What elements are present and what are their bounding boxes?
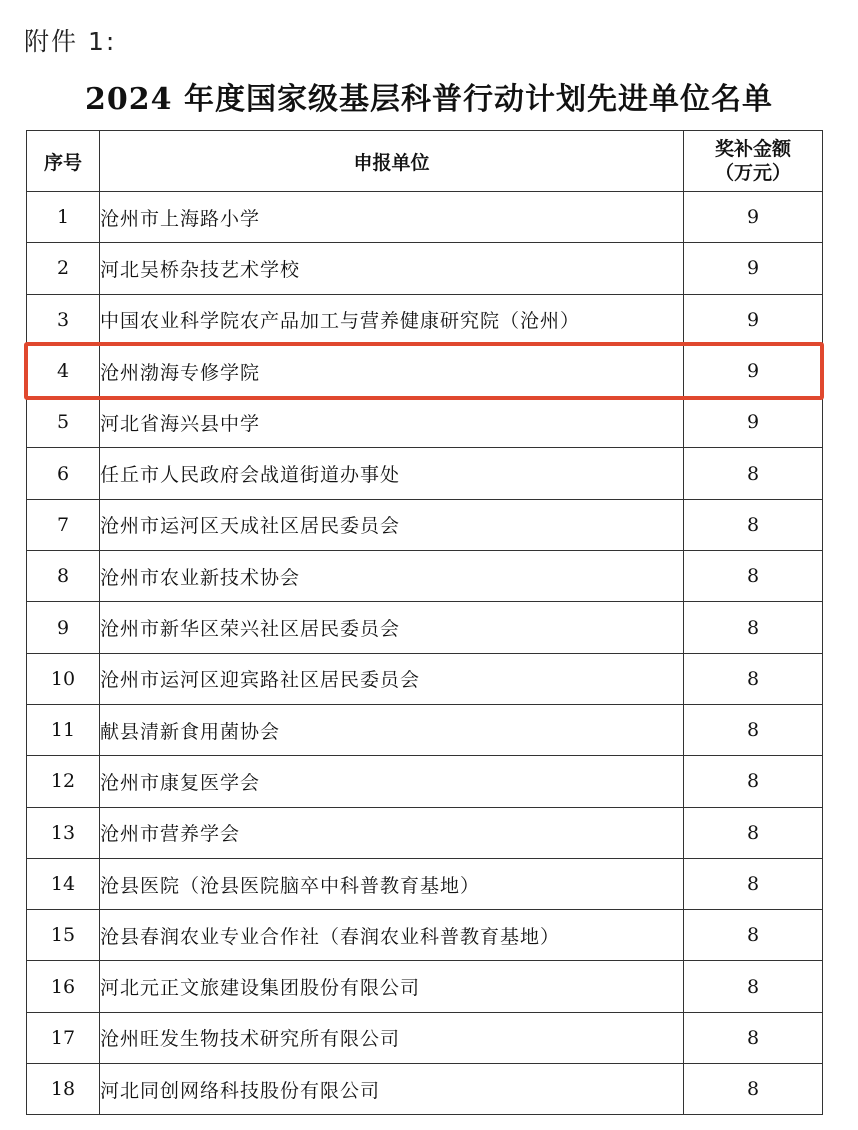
row-no: 12 — [27, 756, 100, 807]
row-amount: 8 — [684, 602, 823, 653]
row-no: 13 — [27, 807, 100, 858]
row-amount: 8 — [684, 961, 823, 1012]
row-amount: 8 — [684, 704, 823, 755]
row-amount: 9 — [684, 243, 823, 294]
attachment-label: 附件 1: — [24, 27, 117, 56]
table-row — [27, 807, 823, 858]
row-no: 5 — [27, 397, 100, 448]
row-amount: 8 — [684, 1012, 823, 1063]
row-amount: 8 — [684, 910, 823, 961]
table-row — [27, 858, 823, 909]
row-unit: 沧州旺发生物技术研究所有限公司 — [100, 1012, 684, 1063]
row-unit: 献县清新食用菌协会 — [100, 704, 684, 755]
row-no: 3 — [27, 294, 100, 345]
row-no: 1 — [27, 192, 100, 243]
row-unit: 河北同创网络科技股份有限公司 — [100, 1064, 684, 1115]
row-unit: 河北元正文旅建设集团股份有限公司 — [100, 961, 684, 1012]
units-table — [26, 130, 823, 1115]
table-row — [27, 243, 823, 294]
row-unit: 沧县医院（沧县医院脑卒中科普教育基地） — [100, 858, 684, 909]
row-no: 11 — [27, 704, 100, 755]
row-no: 18 — [27, 1064, 100, 1115]
row-no: 15 — [27, 910, 100, 961]
table-row — [27, 1012, 823, 1063]
table-row — [27, 397, 823, 448]
table-row — [27, 345, 823, 396]
row-amount: 9 — [684, 294, 823, 345]
row-no: 8 — [27, 551, 100, 602]
row-no: 4 — [27, 345, 100, 396]
row-no: 7 — [27, 499, 100, 550]
row-unit: 沧州市康复医学会 — [100, 756, 684, 807]
row-amount: 8 — [684, 653, 823, 704]
table-row — [27, 551, 823, 602]
row-unit: 沧州市运河区天成社区居民委员会 — [100, 499, 684, 550]
row-amount: 8 — [684, 807, 823, 858]
table-header-row — [27, 131, 823, 192]
table-row — [27, 1064, 823, 1115]
row-no: 6 — [27, 448, 100, 499]
row-unit: 任丘市人民政府会战道街道办事处 — [100, 448, 684, 499]
table-row — [27, 756, 823, 807]
header-amount-line1: 奖补金额 — [714, 138, 791, 160]
header-unit: 申报单位 — [100, 131, 684, 192]
table-row — [27, 192, 823, 243]
row-no: 10 — [27, 653, 100, 704]
row-unit: 沧州市新华区荣兴社区居民委员会 — [100, 602, 684, 653]
row-no: 17 — [27, 1012, 100, 1063]
table-row — [27, 448, 823, 499]
table-row — [27, 961, 823, 1012]
document-title: 2024 年度国家级基层科普行动计划先进单位名单 — [85, 82, 773, 117]
row-unit: 河北吴桥杂技艺术学校 — [100, 243, 684, 294]
row-amount: 8 — [684, 858, 823, 909]
row-amount: 9 — [684, 192, 823, 243]
header-no: 序号 — [27, 131, 100, 192]
row-amount: 8 — [684, 756, 823, 807]
row-unit: 沧州市农业新技术协会 — [100, 551, 684, 602]
row-amount: 9 — [684, 345, 823, 396]
row-no: 14 — [27, 858, 100, 909]
row-amount: 8 — [684, 448, 823, 499]
row-unit: 河北省海兴县中学 — [100, 397, 684, 448]
row-no: 9 — [27, 602, 100, 653]
table-body — [27, 192, 823, 1115]
row-unit: 中国农业科学院农产品加工与营养健康研究院（沧州） — [100, 294, 684, 345]
row-unit: 沧州渤海专修学院 — [100, 345, 684, 396]
row-unit: 沧县春润农业专业合作社（春润农业科普教育基地） — [100, 910, 684, 961]
row-amount: 9 — [684, 397, 823, 448]
table-row — [27, 294, 823, 345]
table-row — [27, 910, 823, 961]
row-no: 2 — [27, 243, 100, 294]
header-amount-line2: （万元） — [714, 162, 791, 184]
table-row — [27, 704, 823, 755]
header-amount — [684, 131, 823, 192]
table-row — [27, 499, 823, 550]
row-amount: 8 — [684, 1064, 823, 1115]
row-amount: 8 — [684, 499, 823, 550]
row-amount: 8 — [684, 551, 823, 602]
row-unit: 沧州市运河区迎宾路社区居民委员会 — [100, 653, 684, 704]
table-row — [27, 653, 823, 704]
row-unit: 沧州市上海路小学 — [100, 192, 684, 243]
row-unit: 沧州市营养学会 — [100, 807, 684, 858]
row-no: 16 — [27, 961, 100, 1012]
table-row — [27, 602, 823, 653]
